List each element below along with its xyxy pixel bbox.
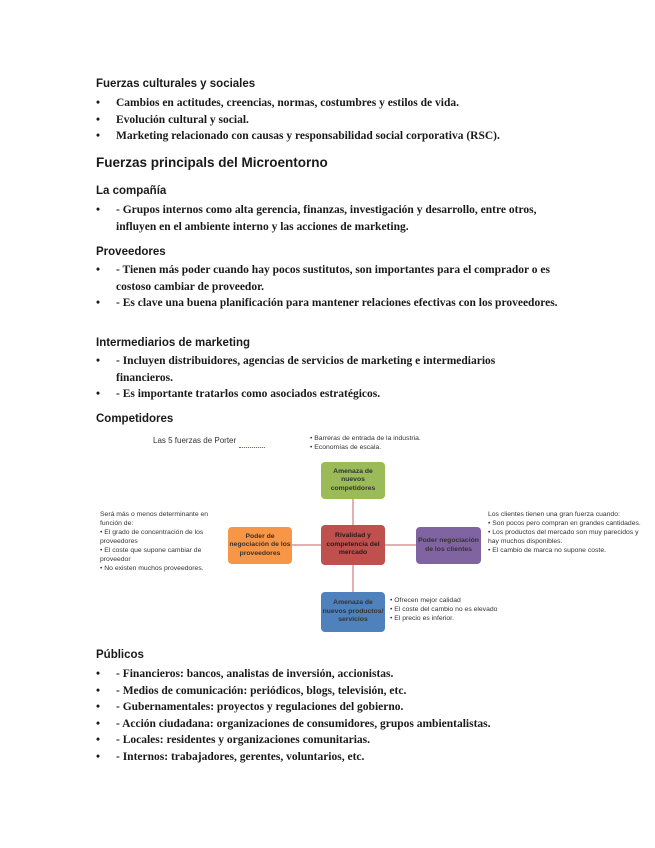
list-publicos xyxy=(96,666,566,765)
list-item: • - Internos: trabajadores, gerentes, voluntarios, etc. xyxy=(96,749,566,766)
heading-intermediarios: Intermediarios de marketing xyxy=(96,337,251,349)
box-clientes: Poder negociación de los clientes xyxy=(416,527,481,564)
bullet: • xyxy=(96,130,101,142)
list-item: • - Es importante tratarlos como asociados estratégicos. xyxy=(96,386,546,403)
bullet: • xyxy=(96,717,101,730)
bullet: • xyxy=(96,113,101,126)
heading-proveedores: Proveedores xyxy=(96,246,166,258)
bottom-notes: • Ofrecen mejor calidad • El coste del cambio no es elevado • El precio es inferior. xyxy=(390,597,498,622)
top-notes: • Barreras de entrada de la industria. • Economías de escala. xyxy=(310,435,421,451)
list-item: • - Gubernamentales: proyectos y regulaciones del gobierno. xyxy=(96,699,566,716)
bullet: • xyxy=(96,264,101,276)
bullet: • xyxy=(96,297,101,309)
heading-competidores: Competidores xyxy=(96,413,174,425)
list-item: • Cambios en actitudes, creencias, normas, costumbres y estilos de vida. xyxy=(96,95,566,112)
porter-diagram xyxy=(100,430,655,635)
list-item: • - Locales: residentes y organizaciones comunitarias. xyxy=(96,732,566,749)
left-notes: Será más o menos determinante en función de: • El grado de concentración de los proveedores • El coste que supone cambiar de proveedor • No existen muchos proveedores. xyxy=(100,511,209,572)
list-item: • - Grupos internos como alta gerencia, finanzas, investigación y desarrollo, entre otros, influyen en el ambiente interno y las acciones de marketing. xyxy=(96,204,537,233)
list-item: • - Financieros: bancos, analistas de inversión, accionistas. xyxy=(96,666,566,683)
list-compania xyxy=(96,202,556,235)
heading-culturales: Fuerzas culturales y sociales xyxy=(96,78,256,90)
box-rivalidad: Rivalidad y competencia del mercado xyxy=(321,525,385,565)
list-item: • - Medios de comunicación: periódicos, blogs, televisión, etc. xyxy=(96,683,566,700)
list-item: • - Incluyen distribuidores, agencias de servicios de marketing e intermediarios financieros. xyxy=(96,355,496,384)
list-item: • Evolución cultural y social. xyxy=(96,112,566,129)
bullet: • xyxy=(96,355,101,367)
list-item: • - Acción ciudadana: organizaciones de consumidores, grupos ambientalistas. xyxy=(96,716,566,733)
bullet: • xyxy=(96,388,101,400)
spellcheck-underline xyxy=(239,447,265,448)
list-proveedores xyxy=(96,262,561,312)
box-proveedores: Poder de negociación de los proveedores xyxy=(228,527,292,564)
diagram-title: Las 5 fuerzas de Porter xyxy=(153,436,237,445)
bullet: • xyxy=(96,684,101,697)
heading-compania: La compañía xyxy=(96,185,167,197)
bullet: • xyxy=(96,701,101,713)
box-nuevos-competidores: Amenaza de nuevos competidores xyxy=(321,462,385,499)
list-item: • Marketing relacionado con causas y responsabilidad social corporativa (RSC). xyxy=(96,128,566,145)
right-notes: Los clientes tienen una gran fuerza cuando: • Son pocos pero compran en grandes cantidades. • Los productos del mercado son muy parecidos y hay muchos disponibles. • El cambio de marca no supone coste. xyxy=(488,511,641,554)
list-culturales xyxy=(96,95,566,145)
list-item: • - Tienen más poder cuando hay pocos sustitutos, son importantes para el comprador o es costoso cambiar de proveedor. xyxy=(96,264,550,293)
list-intermediarios xyxy=(96,353,546,403)
list-item: • - Es clave una buena planificación para mantener relaciones efectivas con los proveedores. xyxy=(96,295,561,312)
bullet: • xyxy=(96,750,101,763)
bullet: • xyxy=(96,204,101,216)
bullet: • xyxy=(96,734,101,746)
box-nuevos-productos: Amenaza de nuevos productos/ servicios xyxy=(321,592,385,632)
heading-publicos: Públicos xyxy=(96,649,144,661)
section-title-microentorno: Fuerzas principals del Microentorno xyxy=(96,155,328,170)
bullet: • xyxy=(96,668,101,680)
bullet: • xyxy=(96,97,101,109)
